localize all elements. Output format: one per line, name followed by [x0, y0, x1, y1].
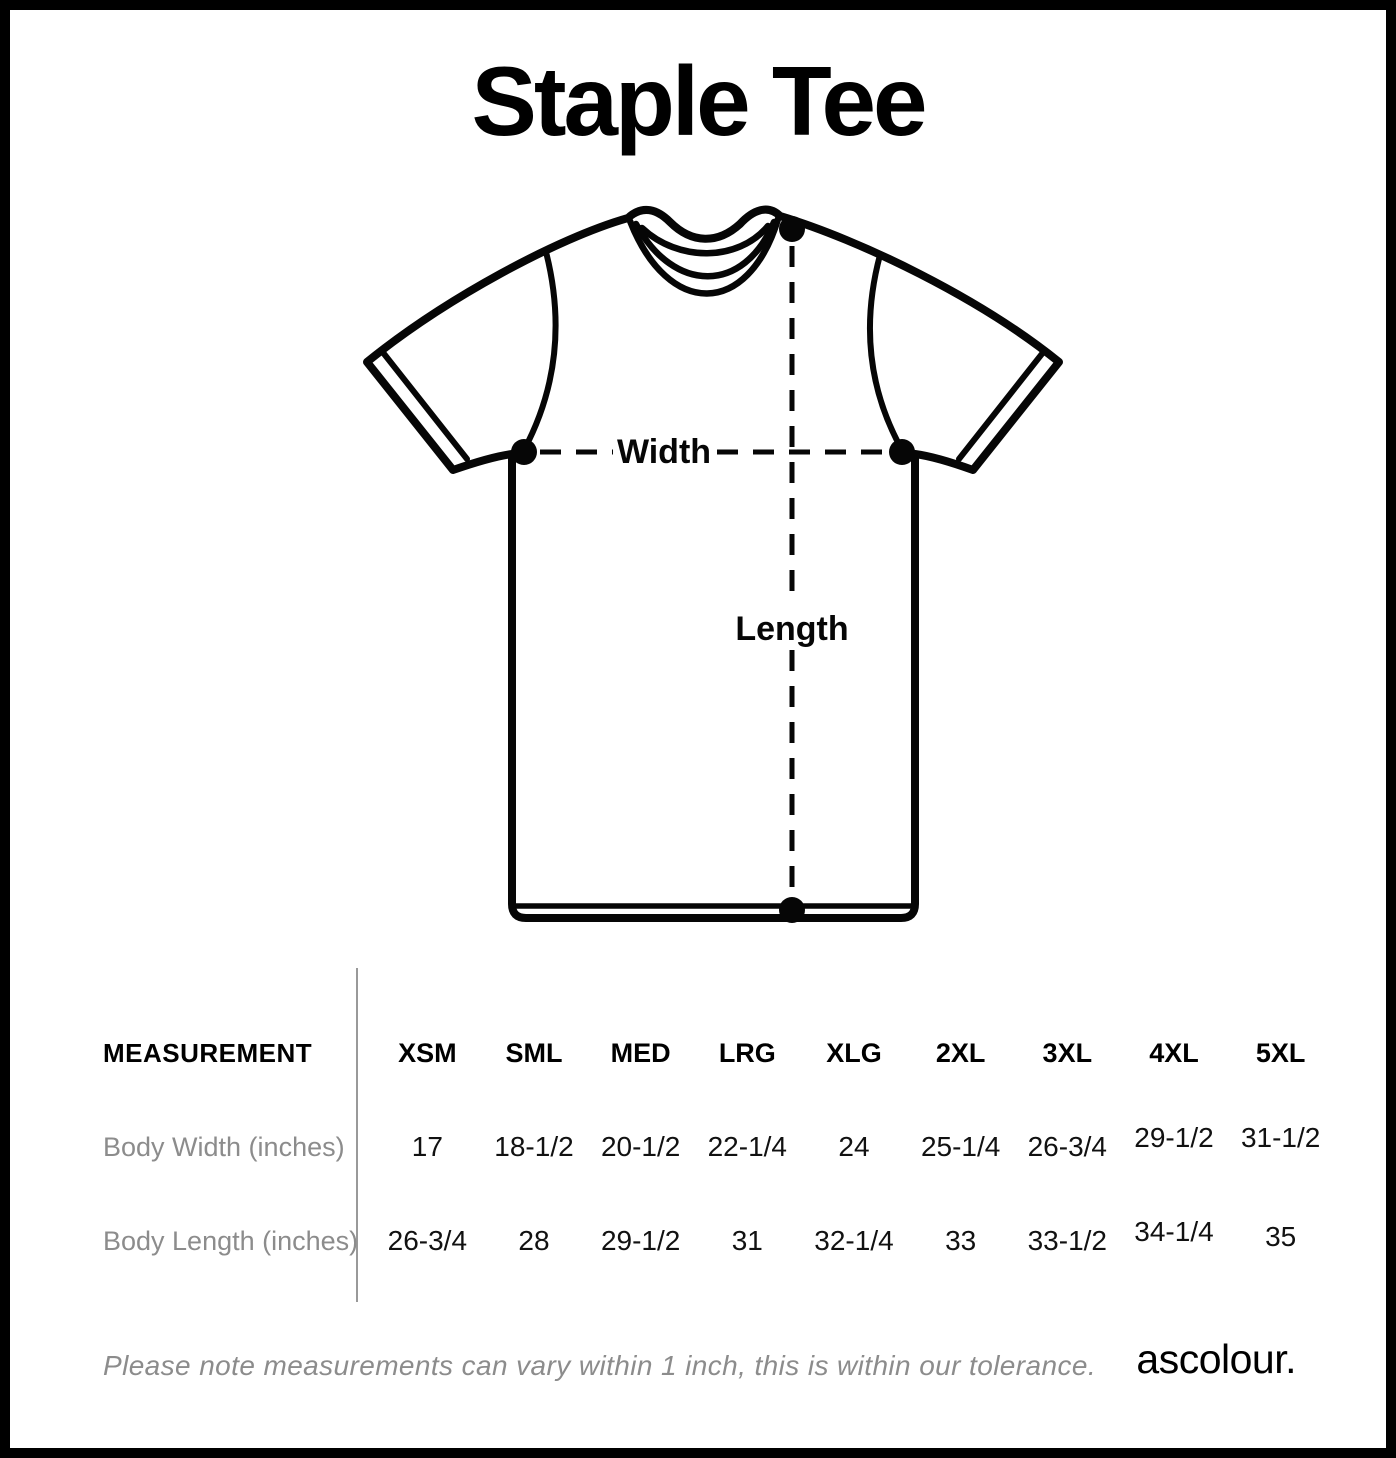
- tshirt-diagram-svg: [340, 188, 1086, 950]
- body-width-value: 20-1/2: [600, 1131, 681, 1162]
- tshirt-diagram: [340, 188, 1086, 950]
- body-length-value: 35: [1265, 1221, 1297, 1252]
- body-length-value: 34-1/4: [1134, 1216, 1214, 1247]
- body-length-value: 29-1/2: [600, 1225, 681, 1256]
- body-width-value: 29-1/2: [1134, 1122, 1214, 1153]
- body-width-value: 18-1/2: [494, 1131, 574, 1162]
- body-width-value: 17: [411, 1131, 443, 1162]
- size-header-xsm: XSM: [398, 1037, 457, 1068]
- size-header-lrg: LRG: [718, 1037, 776, 1068]
- body-width-value: 22-1/4: [707, 1131, 788, 1162]
- size-table: [103, 1006, 1334, 1288]
- measurement-header: MEASUREMENT: [103, 1037, 313, 1068]
- body-length-value: 26-3/4: [387, 1225, 468, 1256]
- page-title: Staple Tee: [471, 46, 925, 156]
- right-armpit-marker: [889, 439, 915, 465]
- shoulder-point-marker: [779, 216, 805, 242]
- body-width-label: Body Width (inches): [103, 1131, 345, 1162]
- body-length-value: 28: [518, 1225, 550, 1256]
- size-table-header-row: [103, 1006, 1334, 1100]
- body-length-label: Body Length (inches): [103, 1225, 359, 1256]
- body-length-value: 31: [731, 1225, 763, 1256]
- size-header-med: MED: [610, 1037, 671, 1068]
- size-header-3xl: 3XL: [1042, 1037, 1093, 1068]
- body-width-value: 31-1/2: [1240, 1122, 1321, 1153]
- body-width-row: [103, 1100, 1334, 1194]
- bottom-hem-marker: [779, 897, 805, 923]
- size-header-4xl: 4XL: [1149, 1037, 1199, 1068]
- body-length-value: 33: [945, 1225, 977, 1256]
- size-header-5xl: 5XL: [1255, 1037, 1306, 1068]
- body-width-value: 26-3/4: [1027, 1131, 1108, 1162]
- left-armpit-marker: [511, 439, 537, 465]
- size-header-sml: SML: [505, 1037, 563, 1068]
- width-label: Width: [616, 433, 712, 471]
- tolerance-note: Please note measurements can vary within 1 inch, this is within our tolerance.: [103, 1350, 1097, 1381]
- size-header-2xl: 2XL: [935, 1037, 986, 1068]
- body-width-value: 25-1/4: [920, 1131, 1001, 1162]
- body-length-value: 33-1/2: [1027, 1225, 1108, 1256]
- size-header-xlg: XLG: [826, 1037, 882, 1068]
- body-width-value: 24: [838, 1131, 870, 1162]
- length-label: Length: [735, 610, 849, 648]
- body-length-row: [103, 1194, 1334, 1288]
- brand-logo: ascolour.: [1136, 1336, 1296, 1382]
- tshirt-outline: [367, 210, 1059, 918]
- body-length-value: 32-1/4: [814, 1225, 894, 1256]
